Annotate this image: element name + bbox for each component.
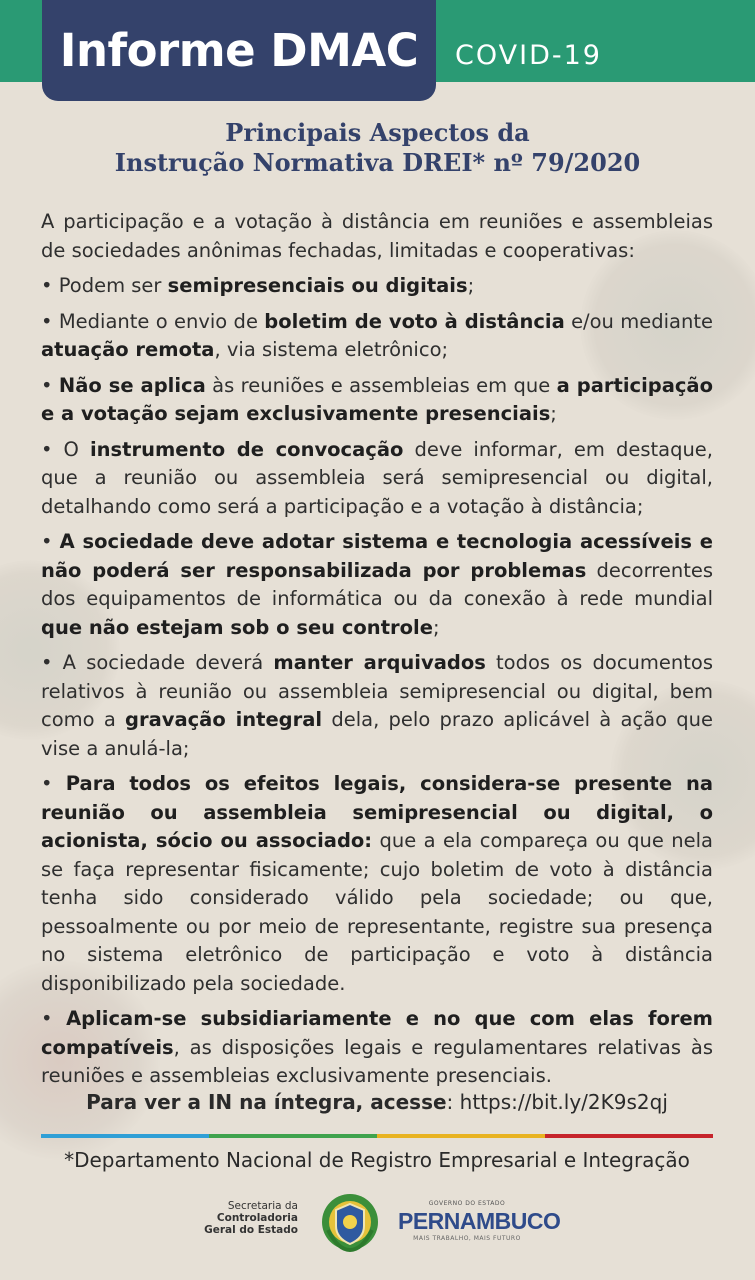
bullet-text: • O <box>41 437 90 461</box>
bullet-bold: manter arquivados <box>273 651 486 674</box>
bullet-bold: que não estejam sob o seu controle <box>41 615 433 639</box>
bullet-text: ; <box>432 615 440 639</box>
bullet-7 <box>41 770 713 998</box>
bullet-6 <box>41 649 713 763</box>
bullet-text: decorrentes dos equipamentos de informática ou da conexão à rede mundial <box>41 558 713 610</box>
content-body <box>41 208 713 1098</box>
bullet-bold: semipresenciais ou digitais <box>167 274 468 297</box>
bullet-text: e/ou mediante <box>564 309 713 333</box>
footnote: *Departamento Nacional de Registro Empresarial e Integração <box>64 1148 690 1172</box>
cta-label: Para ver a IN na íntegra, acesse <box>86 1090 447 1114</box>
bullet-1 <box>41 272 713 301</box>
bullet-2 <box>41 308 713 365</box>
bullet-bold: gravação integral <box>125 708 323 731</box>
bullet-text: às reuniões e assembleias em que <box>205 373 557 397</box>
bullet-bold: Aplicam-se subsidiariamente e no que com elas forem compatíveis <box>41 1007 713 1059</box>
secretaria-logo-text <box>190 1200 298 1236</box>
covid-tag: COVID-19 <box>455 40 602 71</box>
title-box <box>42 0 436 101</box>
heading-line-2: Instrução Normativa DREI* nº 79/2020 <box>114 148 641 177</box>
bullet-4 <box>41 436 713 522</box>
page-title: Informe DMAC <box>59 24 419 77</box>
bullet-text: ; <box>467 274 475 297</box>
bullet-3 <box>41 372 713 429</box>
pernambuco-logo: PERNAMBUCO <box>398 1208 561 1234</box>
bullet-text: • <box>41 772 66 795</box>
sec-line: Controladoria <box>216 1212 298 1224</box>
bullet-text: todos os documentos relativos à reunião ou assembleia semipresencial ou digital, bem como a <box>41 651 713 731</box>
bullet-text: que a ela compareça ou que nela se faça representar fisicamente; cujo boletim de voto à distância tenha sido considerado válido pela sociedade; ou que, pessoalmente ou por meio de representante, registre sua presença no sistema eletrônico de participação e voto à distância disponibilizado pela sociedade. <box>41 829 713 995</box>
stripe-green <box>209 1134 377 1138</box>
bullet-5 <box>41 528 713 642</box>
bullet-text: ; <box>550 402 557 425</box>
cta-link[interactable]: : https://bit.ly/2K9s2qj <box>446 1090 668 1114</box>
bullet-text: • <box>41 1007 67 1030</box>
document-heading <box>40 118 715 178</box>
bullet-text: , via sistema eletrônico; <box>214 338 449 361</box>
bullet-bold: Para todos os efeitos legais, considera-se presente na reunião ou assembleia semipresencial ou digital, o acionista, sócio ou associado: <box>41 772 713 852</box>
state-crest-icon <box>318 1190 382 1254</box>
cta-line <box>41 1090 713 1114</box>
bullet-text: • A sociedade deverá <box>41 651 274 674</box>
bullet-text: deve informar, em destaque, que a reunião ou assembleia será semipresencial ou digital, detalhando como será a participação e a votação à distância; <box>41 437 714 518</box>
sec-line: Geral do Estado <box>204 1224 298 1236</box>
footer-logos <box>0 1190 755 1265</box>
bullet-bold: atuação remota <box>41 338 215 361</box>
heading-line-1: Principais Aspectos da <box>225 118 530 147</box>
bullet-bold: A sociedade deve adotar sistema e tecnologia acessíveis e não poderá ser responsabilizada por problemas <box>41 530 713 582</box>
intro-paragraph: A participação e a votação à distância em reuniões e assembleias de sociedades anônimas fechadas, limitadas e cooperativas: <box>41 210 713 262</box>
bullet-text: , as disposições legais e regulamentares relativas às reuniões e assembleias exclusivamente presenciais. <box>41 1035 713 1087</box>
bullet-bold: a participação e a votação sejam exclusivamente presenciais <box>41 373 713 425</box>
bullet-text: • <box>41 530 60 553</box>
bullet-bold: Não se aplica <box>58 373 206 397</box>
color-stripe <box>41 1134 713 1138</box>
gov-label: GOVERNO DO ESTADO <box>428 1200 506 1207</box>
gov-tagline: MAIS TRABALHO, MAIS FUTURO <box>413 1235 521 1242</box>
bullet-text: • <box>41 373 59 397</box>
bullet-bold: instrumento de convocação <box>89 437 404 461</box>
bullet-8 <box>41 1005 713 1091</box>
stripe-blue <box>41 1134 209 1138</box>
stripe-red <box>545 1134 713 1138</box>
bullet-bold: boletim de voto à distância <box>264 309 565 333</box>
stripe-yellow <box>377 1134 545 1138</box>
bullet-text: dela, pelo prazo aplicável à ação que vise a anulá-la; <box>41 708 713 760</box>
bullet-text: • Mediante o envio de <box>41 309 265 333</box>
bullet-text: • Podem ser <box>41 274 168 297</box>
sec-line: Secretaria da <box>227 1200 298 1212</box>
